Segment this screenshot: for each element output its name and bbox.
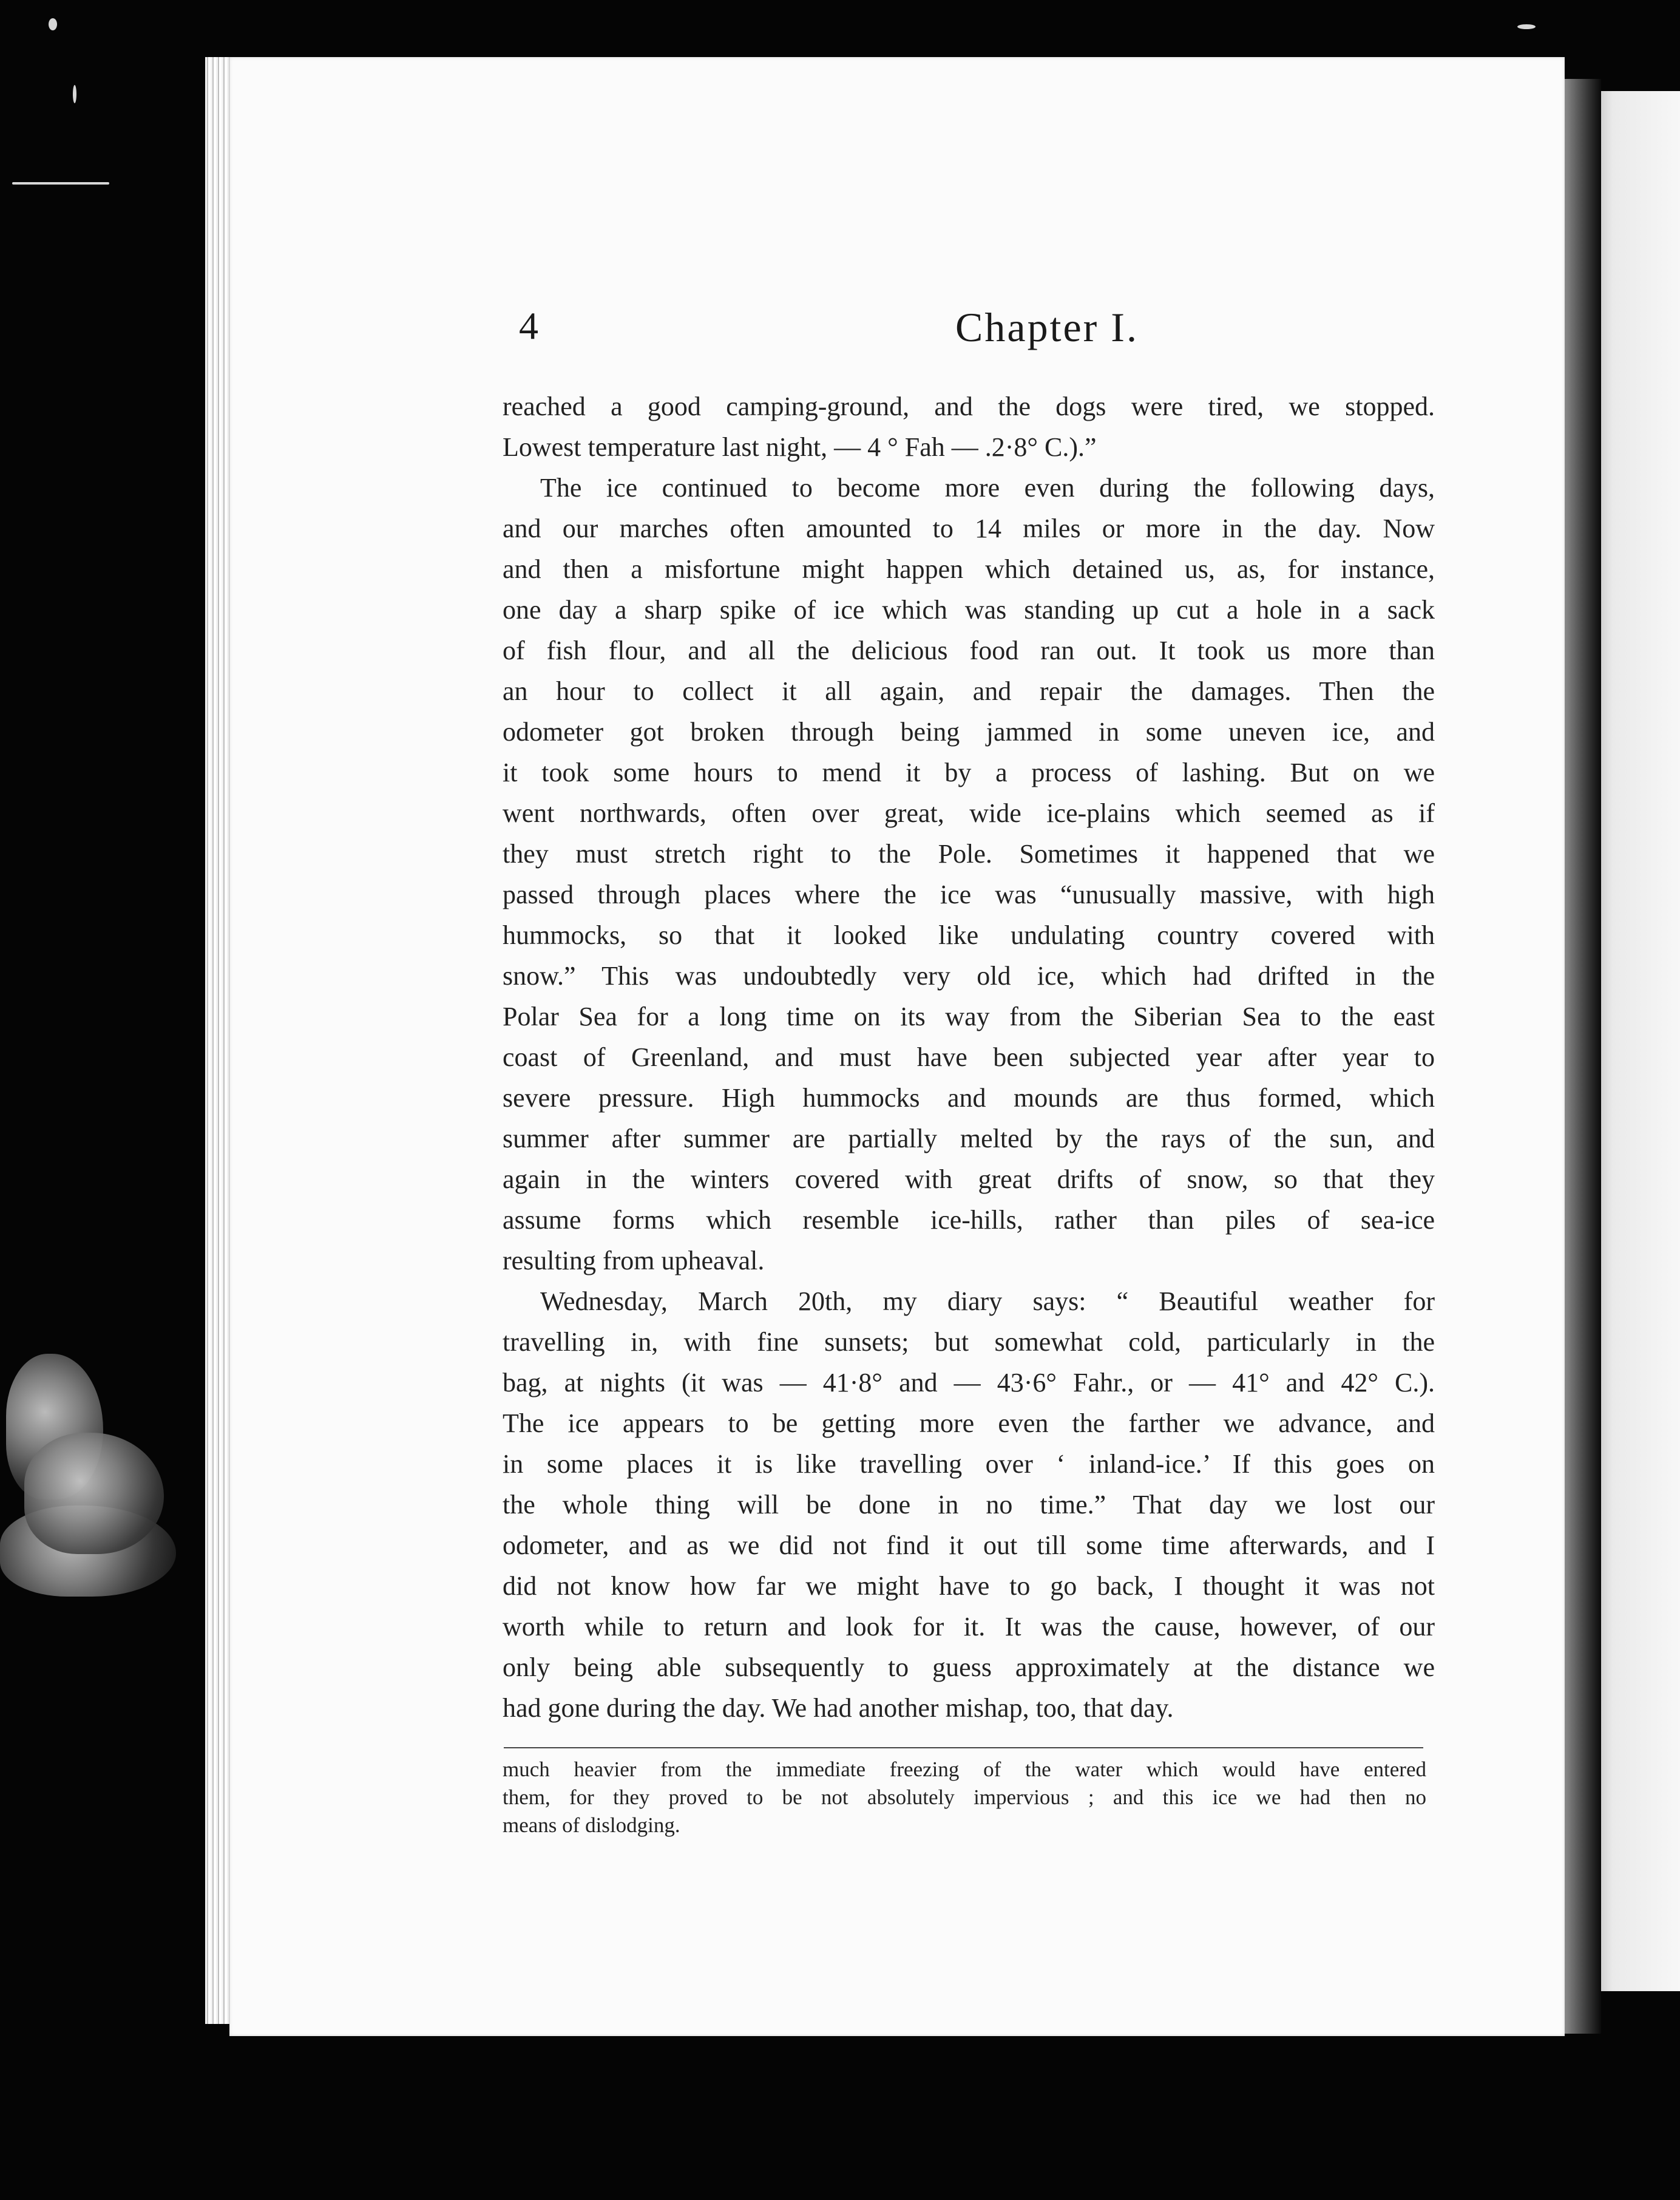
text-line: went northwards, often over great, wide ice-plains which seemed as if — [503, 798, 1435, 828]
text-line: passed through places where the ice was “unusually massive, with high — [503, 880, 1435, 909]
page-number: 4 — [519, 304, 538, 347]
scan-speck — [49, 18, 57, 30]
text-line: they must stretch right to the Pole. Sometimes it happened that we — [503, 839, 1435, 869]
text-line: it took some hours to mend it by a process of lashing. But on we — [503, 758, 1435, 787]
text-line: odometer, and as we did not find it out till some time afterwards, and I — [503, 1530, 1435, 1560]
text-line: and then a misfortune might happen which detained us, as, for instance, — [503, 554, 1435, 584]
text-line: again in the winters covered with great drifts of snow, so that they — [503, 1164, 1435, 1194]
footnote-line: means of dislodging. — [503, 1813, 680, 1837]
body-text — [503, 386, 1435, 1728]
text-line: hummocks, so that it looked like undulating country covered with — [503, 920, 1435, 950]
scan-debris — [24, 1433, 164, 1554]
scan-speck — [1517, 24, 1536, 29]
running-head: Chapter I. — [955, 304, 1139, 350]
text-line: resulting from upheaval. — [503, 1246, 765, 1275]
text-line: had gone during the day. We had another mishap, too, that day. — [503, 1693, 1174, 1723]
text-line: severe pressure. High hummocks and mounds are thus formed, which — [503, 1083, 1435, 1113]
text-line: odometer got broken through being jammed in some uneven ice, and — [503, 717, 1435, 747]
text-line: The ice continued to become more even during the following days, — [540, 473, 1435, 503]
scan-speck — [12, 182, 109, 185]
text-line: Lowest temperature last night, — 4 ° Fah — .2·8° C.).” — [503, 432, 1097, 462]
gutter-shadow — [1565, 79, 1601, 2034]
text-line: one day a sharp spike of ice which was standing up cut a hole in a sack — [503, 595, 1435, 625]
text-line: the whole thing will be done in no time.” That day we lost our — [503, 1490, 1435, 1519]
text-line: an hour to collect it all again, and repair the damages. Then the — [503, 676, 1435, 706]
text-line: bag, at nights (it was — 41·8° and — 43·6° Fahr., or — 41° and 42° C.). — [503, 1368, 1435, 1397]
facing-page-edge — [1590, 91, 1680, 1991]
text-line: Polar Sea for a long time on its way from the Siberian Sea to the east — [503, 1002, 1435, 1031]
text-line: assume forms which resemble ice-hills, rather than piles of sea-ice — [503, 1205, 1435, 1235]
page-edges — [205, 57, 229, 2024]
footnote-rule — [504, 1747, 1423, 1748]
text-line: in some places it is like travelling over ‘ inland-ice.’ If this goes on — [503, 1449, 1435, 1479]
text-line: only being able subsequently to guess approximately at the distance we — [503, 1652, 1435, 1682]
text-line: Wednesday, March 20th, my diary says: “ Beautiful weather for — [540, 1286, 1435, 1316]
text-line: travelling in, with fine sunsets; but somewhat cold, particularly in the — [503, 1327, 1435, 1357]
text-line: worth while to return and look for it. It was the cause, however, of our — [503, 1612, 1435, 1642]
footnote-line: them, for they proved to be not absolutely impervious ; and this ice we had then no — [503, 1785, 1426, 1809]
page-header — [519, 304, 1441, 370]
text-line: snow.” This was undoubtedly very old ice, which had drifted in the — [503, 961, 1435, 991]
text-line: did not know how far we might have to go back, I thought it was not — [503, 1571, 1435, 1601]
text-line: of fish flour, and all the delicious food ran out. It took us more than — [503, 636, 1435, 665]
footnote — [503, 1756, 1426, 1839]
scan-speck — [73, 85, 76, 103]
text-line: coast of Greenland, and must have been subjected year after year to — [503, 1042, 1435, 1072]
text-line: reached a good camping-ground, and the dogs were tired, we stopped. — [503, 392, 1435, 421]
footnote-line: much heavier from the immediate freezing of the water which would have entered — [503, 1757, 1426, 1781]
text-line: The ice appears to be getting more even the farther we advance, and — [503, 1408, 1435, 1438]
text-line: and our marches often amounted to 14 miles or more in the day. Now — [503, 514, 1435, 543]
text-line: summer after summer are partially melted by the rays of the sun, and — [503, 1124, 1435, 1153]
